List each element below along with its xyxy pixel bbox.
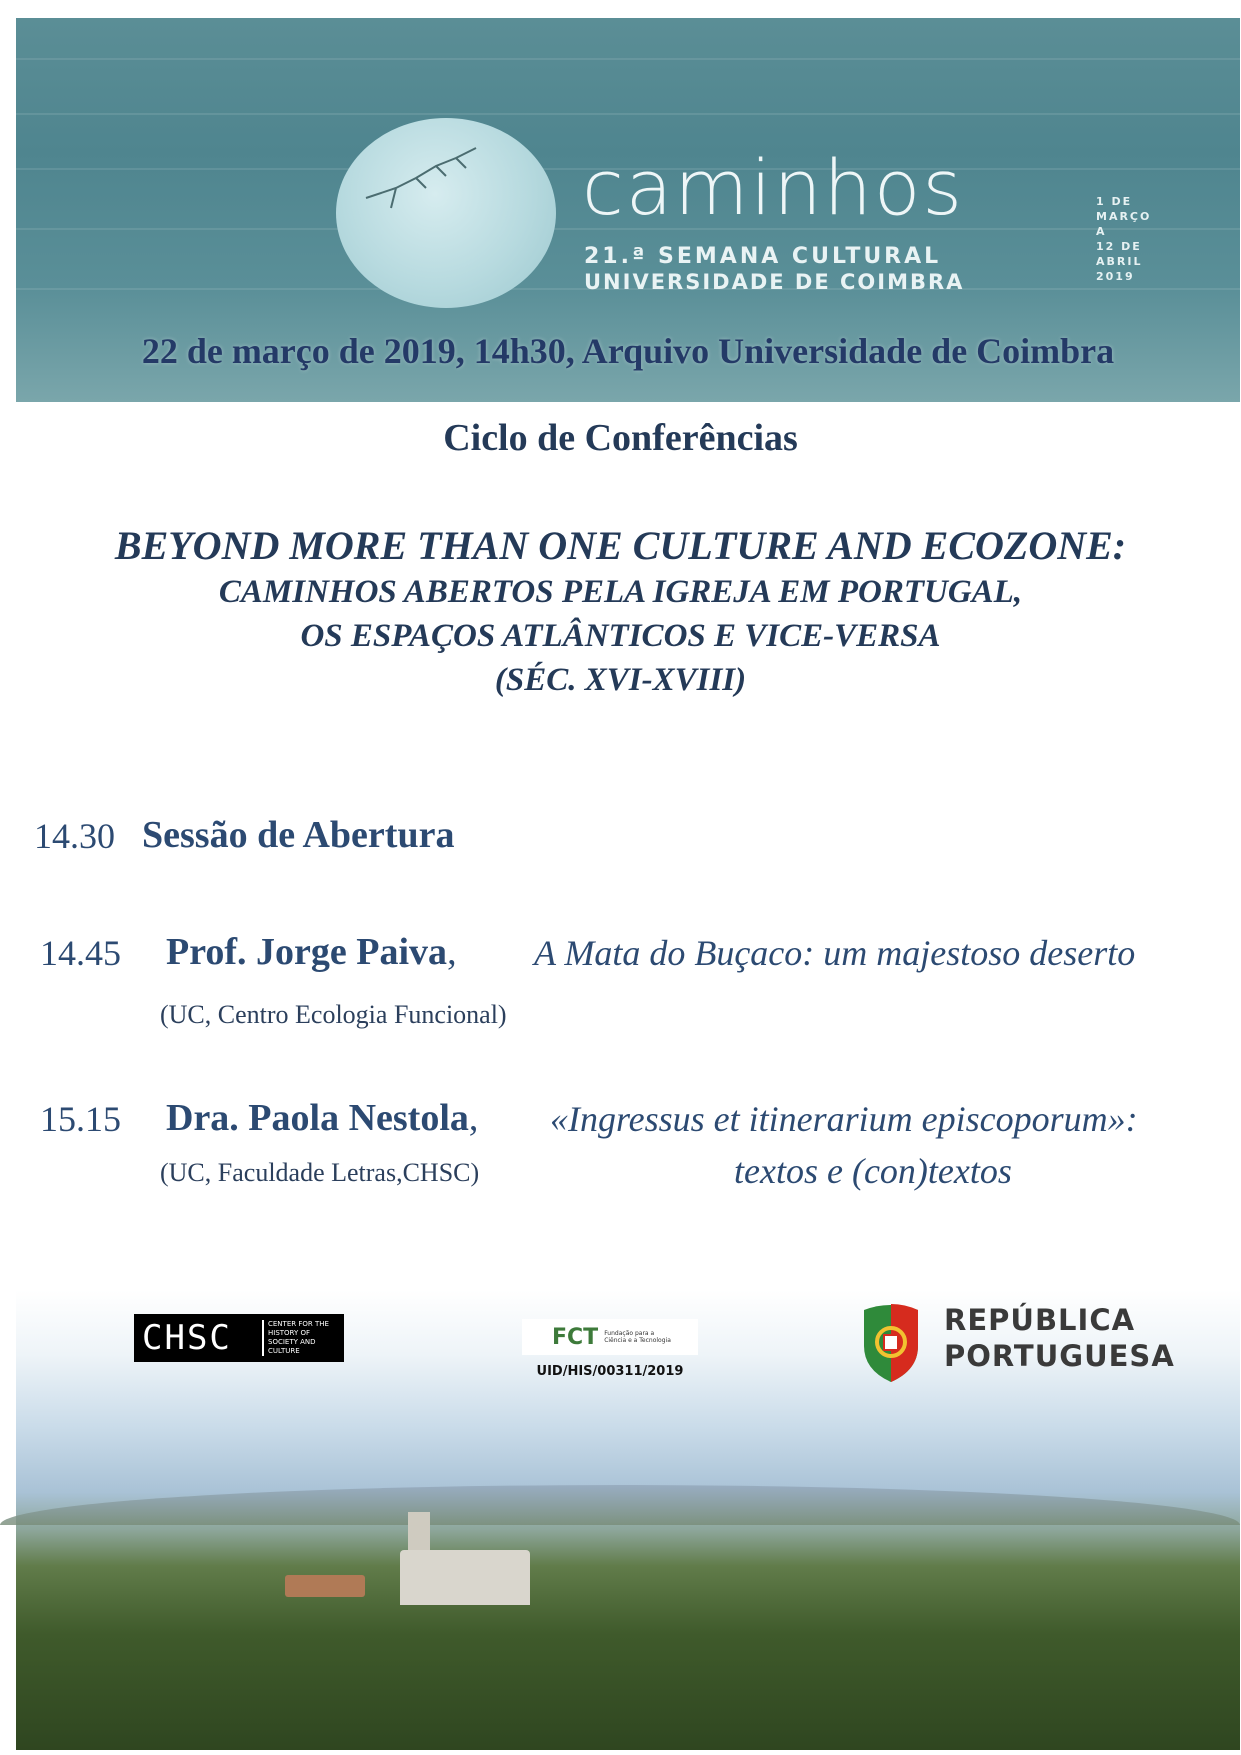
speaker-name: [166, 930, 457, 974]
fct-logo-tagline: Fundação para a Ciência e a Tecnologia: [604, 1330, 671, 1344]
date-line: A: [1096, 225, 1107, 238]
talk-title: A Mata do Buçaco: um majestoso deserto: [534, 933, 1136, 973]
logo-subtitle-university: UNIVERSIDADE DE COIMBRA: [584, 270, 965, 294]
separator: ,: [447, 931, 457, 973]
fct-logo: [522, 1319, 698, 1355]
date-line: MARÇO: [1096, 210, 1152, 223]
speaker-name-text: Prof. Jorge Paiva: [166, 931, 448, 973]
title-line: CAMINHOS ABERTOS PELA IGREJA EM PORTUGAL,: [218, 574, 1023, 610]
project-id: UID/HIS/00311/2019: [536, 1364, 684, 1379]
chsc-logo-tagline: CENTER FOR THE HISTORY OF SOCIETY AND CULTURE: [262, 1320, 338, 1356]
portugal-emblem-icon: [860, 1300, 922, 1384]
palace-building: [400, 1550, 530, 1605]
moon-emblem: [336, 118, 556, 308]
date-line: 1 DE: [1096, 195, 1133, 208]
title-line: (SÉC. XVI-XVIII): [494, 662, 747, 698]
session-title: Sessão de Abertura: [142, 814, 455, 856]
event-date-place: 22 de março de 2019, 14h30, Arquivo Universidade de Coimbra: [141, 331, 1115, 371]
speaker-name: [166, 1096, 478, 1140]
speaker-affiliation: (UC, Faculdade Letras,CHSC): [160, 1158, 480, 1187]
date-line: 2019: [1096, 270, 1135, 283]
rp-line: REPÚBLICA: [944, 1303, 1136, 1337]
caminhos-logo: caminhos: [582, 143, 964, 232]
title-line: OS ESPAÇOS ATLÂNTICOS E VICE-VERSA: [300, 618, 941, 654]
festival-dates: [1096, 194, 1156, 284]
speaker-affiliation: (UC, Centro Ecologia Funcional): [160, 1000, 507, 1029]
title-line: BEYOND MORE THAN ONE CULTURE AND ECOZONE:: [114, 523, 1127, 568]
session-time: 14.45: [40, 933, 121, 973]
date-line: 12 DE: [1096, 240, 1142, 253]
separator: ,: [468, 1097, 479, 1139]
talk-title: «Ingressus et itinerarium episcoporum»:: [550, 1099, 1138, 1139]
rp-line: PORTUGUESA: [944, 1339, 1175, 1373]
river-branch-icon: [336, 118, 556, 308]
palace-tower: [408, 1512, 430, 1554]
water-ripple: [16, 113, 1240, 115]
logo-subtitle-week: 21.ª SEMANA CULTURAL: [584, 244, 942, 269]
chsc-logo: [134, 1314, 344, 1362]
chsc-logo-word: CHSC: [142, 1318, 232, 1358]
session-time: 14.30: [34, 816, 115, 856]
building-roof: [285, 1575, 365, 1597]
date-line: ABRIL: [1096, 255, 1143, 268]
speaker-name-text: Dra. Paola Nestola: [166, 1097, 469, 1139]
water-ripple: [16, 58, 1240, 60]
cycle-heading: Ciclo de Conferências: [443, 417, 798, 459]
republica-portuguesa-logo: [944, 1302, 1175, 1374]
talk-title-continuation: textos e (con)textos: [734, 1151, 1012, 1191]
session-time: 15.15: [40, 1099, 121, 1139]
conference-title: [0, 522, 1241, 702]
fct-logo-word: FCT: [552, 1324, 599, 1350]
